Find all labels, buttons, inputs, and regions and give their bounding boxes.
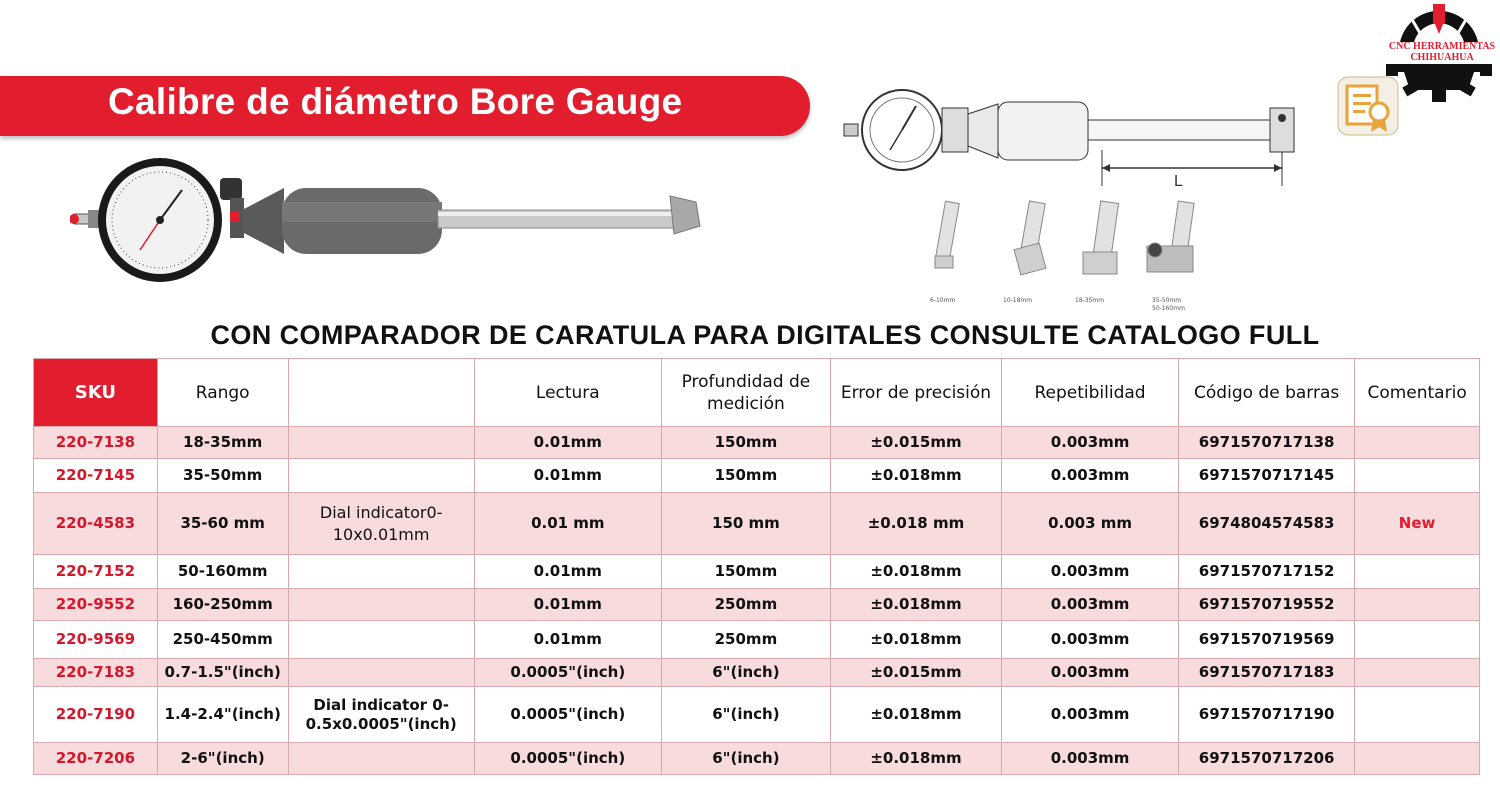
- profundidad-cell: 6"(inch): [661, 743, 830, 775]
- nota-cell: [288, 743, 474, 775]
- repetibilidad-cell: 0.003mm: [1002, 427, 1179, 459]
- table-row: [34, 427, 1480, 459]
- lectura-cell: 0.01mm: [474, 621, 661, 659]
- anvil-label: 35-50mm: [1152, 297, 1182, 304]
- error-cell: ±0.015mm: [830, 659, 1001, 687]
- repetibilidad-cell: 0.003mm: [1002, 687, 1179, 743]
- sku-cell: 220-7145: [34, 459, 158, 493]
- sku-cell: 220-7206: [34, 743, 158, 775]
- certificate-icon: [1337, 76, 1399, 136]
- column-header-comentario: Comentario: [1355, 359, 1480, 427]
- table-header-row: [34, 359, 1480, 427]
- rango-cell: 18-35mm: [157, 427, 288, 459]
- lectura-cell: 0.0005"(inch): [474, 687, 661, 743]
- rango-cell: 35-60 mm: [157, 493, 288, 555]
- comentario-cell: [1355, 659, 1480, 687]
- codigo-cell: 6971570717190: [1179, 687, 1355, 743]
- nota-cell: [288, 459, 474, 493]
- codigo-cell: 6971570717138: [1179, 427, 1355, 459]
- codigo-cell: 6971570719552: [1179, 589, 1355, 621]
- error-cell: ±0.018mm: [830, 459, 1001, 493]
- table-row: [34, 589, 1480, 621]
- repetibilidad-cell: 0.003mm: [1002, 555, 1179, 589]
- profundidad-cell: 150mm: [661, 555, 830, 589]
- anvil-label: 6-10mm: [930, 297, 956, 304]
- sku-cell: 220-7190: [34, 687, 158, 743]
- codigo-cell: 6971570719569: [1179, 621, 1355, 659]
- bore-gauge-diagram: [840, 86, 1310, 196]
- comentario-cell: New: [1355, 493, 1480, 555]
- nota-cell: Dial indicator 0-0.5x0.0005"(inch): [288, 687, 474, 743]
- bore-gauge-photo: [70, 150, 710, 290]
- error-cell: ±0.018mm: [830, 555, 1001, 589]
- error-cell: ±0.018mm: [830, 743, 1001, 775]
- error-cell: ±0.018 mm: [830, 493, 1001, 555]
- length-label: L: [1174, 173, 1183, 190]
- error-cell: ±0.018mm: [830, 621, 1001, 659]
- lectura-cell: 0.01mm: [474, 459, 661, 493]
- logo-text-line1: CNC HERRAMIENTAS: [1388, 41, 1496, 52]
- column-header-rango: Rango: [157, 359, 288, 427]
- column-header-error: Error de precisión: [830, 359, 1001, 427]
- codigo-cell: 6971570717152: [1179, 555, 1355, 589]
- nota-cell: [288, 555, 474, 589]
- comentario-cell: [1355, 459, 1480, 493]
- rango-cell: 250-450mm: [157, 621, 288, 659]
- profundidad-cell: 150mm: [661, 459, 830, 493]
- comentario-cell: [1355, 555, 1480, 589]
- sku-cell: 220-7183: [34, 659, 158, 687]
- table-row: [34, 459, 1480, 493]
- comentario-cell: [1355, 743, 1480, 775]
- lectura-cell: 0.01mm: [474, 555, 661, 589]
- anvil-label: 10-18mm: [1003, 297, 1033, 304]
- repetibilidad-cell: 0.003mm: [1002, 659, 1179, 687]
- comentario-cell: [1355, 427, 1480, 459]
- section-subtitle: CON COMPARADOR DE CARATULA PARA DIGITALES CONSULTE CATALOGO FULL: [210, 320, 1320, 350]
- comentario-cell: [1355, 589, 1480, 621]
- profundidad-cell: 250mm: [661, 621, 830, 659]
- column-header-codigo: Código de barras: [1179, 359, 1355, 427]
- rango-cell: 160-250mm: [157, 589, 288, 621]
- repetibilidad-cell: 0.003mm: [1002, 459, 1179, 493]
- nota-cell: [288, 427, 474, 459]
- error-cell: ±0.015mm: [830, 427, 1001, 459]
- sku-cell: 220-9569: [34, 621, 158, 659]
- rango-cell: 2-6"(inch): [157, 743, 288, 775]
- rango-cell: 35-50mm: [157, 459, 288, 493]
- lectura-cell: 0.0005"(inch): [474, 743, 661, 775]
- table-row: [34, 493, 1480, 555]
- repetibilidad-cell: 0.003 mm: [1002, 493, 1179, 555]
- lectura-cell: 0.01mm: [474, 427, 661, 459]
- column-header-nota: [288, 359, 474, 427]
- nota-cell: Dial indicator0-10x0.01mm: [288, 493, 474, 555]
- anvil-label: 18-35mm: [1075, 297, 1105, 304]
- spec-table: [33, 358, 1480, 775]
- nota-cell: [288, 621, 474, 659]
- codigo-cell: 6971570717206: [1179, 743, 1355, 775]
- column-header-profundidad: Profundidad de medición: [661, 359, 830, 427]
- rango-cell: 50-160mm: [157, 555, 288, 589]
- rango-cell: 0.7-1.5"(inch): [157, 659, 288, 687]
- table-row: [34, 555, 1480, 589]
- error-cell: ±0.018mm: [830, 687, 1001, 743]
- sku-cell: 220-9552: [34, 589, 158, 621]
- table-row: [34, 659, 1480, 687]
- repetibilidad-cell: 0.003mm: [1002, 589, 1179, 621]
- sku-cell: 220-7138: [34, 427, 158, 459]
- logo-text-line2: CHIHUAHUA: [1410, 52, 1474, 63]
- profundidad-cell: 150mm: [661, 427, 830, 459]
- column-header-repetibilidad: Repetibilidad: [1002, 359, 1179, 427]
- anvil-label: 50-160mm: [1152, 305, 1185, 312]
- codigo-cell: 6974804574583: [1179, 493, 1355, 555]
- repetibilidad-cell: 0.003mm: [1002, 621, 1179, 659]
- lectura-cell: 0.0005"(inch): [474, 659, 661, 687]
- profundidad-cell: 6"(inch): [661, 687, 830, 743]
- lectura-cell: 0.01 mm: [474, 493, 661, 555]
- column-header-sku: SKU: [34, 359, 158, 427]
- comentario-cell: [1355, 621, 1480, 659]
- nota-cell: [288, 589, 474, 621]
- page-title: Calibre de diámetro Bore Gauge: [108, 81, 683, 122]
- repetibilidad-cell: 0.003mm: [1002, 743, 1179, 775]
- rango-cell: 1.4-2.4"(inch): [157, 687, 288, 743]
- sku-cell: 220-7152: [34, 555, 158, 589]
- codigo-cell: 6971570717183: [1179, 659, 1355, 687]
- column-header-lectura: Lectura: [474, 359, 661, 427]
- table-row: [34, 743, 1480, 775]
- nota-cell: [288, 659, 474, 687]
- lectura-cell: 0.01mm: [474, 589, 661, 621]
- table-row: [34, 621, 1480, 659]
- error-cell: ±0.018mm: [830, 589, 1001, 621]
- sku-cell: 220-4583: [34, 493, 158, 555]
- comentario-cell: [1355, 687, 1480, 743]
- table-row: [34, 687, 1480, 743]
- profundidad-cell: 250mm: [661, 589, 830, 621]
- profundidad-cell: 150 mm: [661, 493, 830, 555]
- codigo-cell: 6971570717145: [1179, 459, 1355, 493]
- profundidad-cell: 6"(inch): [661, 659, 830, 687]
